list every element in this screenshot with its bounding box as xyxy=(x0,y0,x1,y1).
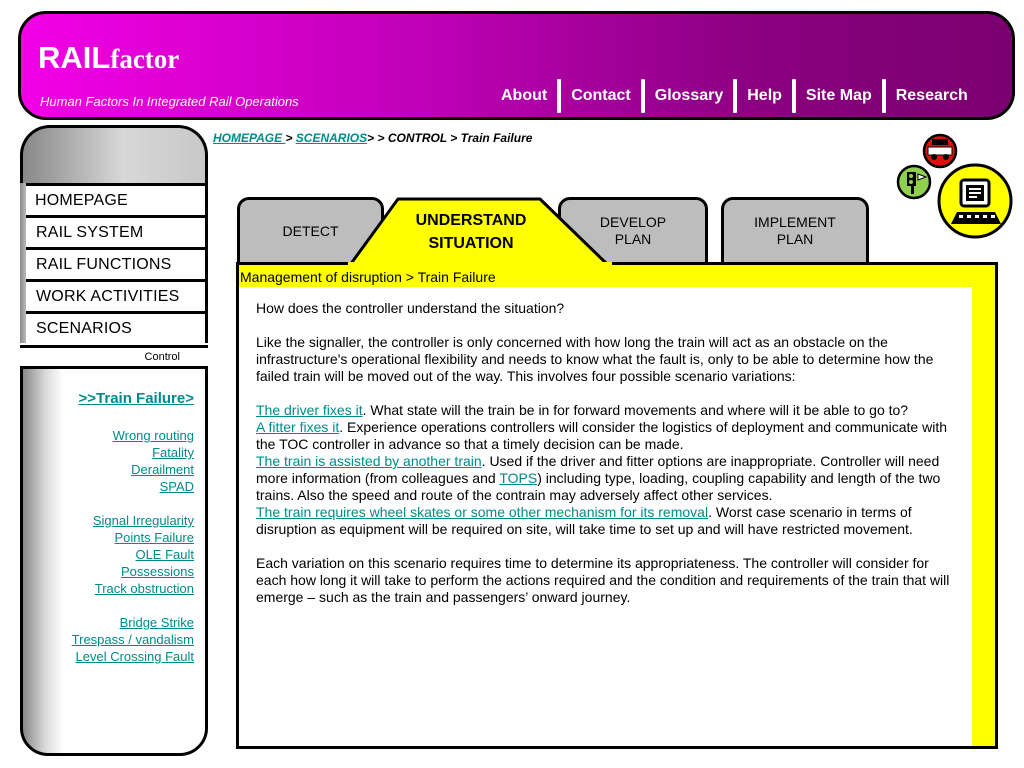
tab-implement-plan[interactable] xyxy=(721,197,869,265)
variation-text: ) including type, loading, coupling capability and length of the two trains. Also the speed and route of the contrain may adversely affect other services. xyxy=(256,470,941,503)
breadcrumb xyxy=(213,131,532,145)
sidebar-item-label: RAIL SYSTEM xyxy=(36,223,144,241)
tab-label: DEVELOP PLAN xyxy=(599,214,667,247)
breadcrumb-separator: > xyxy=(285,131,296,145)
scenario-link-wrong-routing[interactable]: Wrong routing xyxy=(112,428,194,443)
variation-text: . Experience operations controllers will consider the logistics of deployment and communicate with the TOC controller in advance so that a timely decision can be made. xyxy=(256,419,947,452)
sidebar-item-label: SCENARIOS xyxy=(36,319,133,337)
spacer xyxy=(72,495,194,512)
tops-link[interactable]: TOPS xyxy=(499,470,538,486)
content-closing: Each variation on this scenario requires time to determine its appropriateness. The controller will consider for each how long it will take to perform the actions required and the condition and requirements of the train that will emerge – such as the train and passengers’ onward journey. xyxy=(256,555,950,605)
variation-link-driver-fixes[interactable]: The driver fixes it xyxy=(256,402,363,418)
sidebar-shade xyxy=(20,183,26,343)
scenario-link-trespass-vandalism[interactable]: Trespass / vandalism xyxy=(71,632,194,647)
nav-help[interactable]: Help xyxy=(747,87,782,104)
spacer xyxy=(72,597,194,614)
breadcrumb-trail: > > CONTROL > Train Failure xyxy=(367,131,533,145)
scenario-link-bridge-strike[interactable]: Bridge Strike xyxy=(119,615,194,630)
sidebar-item-scenarios[interactable] xyxy=(20,311,208,343)
content-intro: Like the signaller, the controller is only concerned with how long the train will act as an obstacle on the infrastructure's operational flexibility and needs to know what the fault is, only to be able to determine how the failed train will be moved out of the way. This involves four possible scenario variations: xyxy=(256,334,934,384)
signal-icon[interactable] xyxy=(898,166,930,198)
scenario-link-ole-fault[interactable]: OLE Fault xyxy=(135,547,194,562)
nav-about[interactable]: About xyxy=(501,87,548,104)
tab-label: DETECT xyxy=(282,222,339,239)
tab-understand-situation[interactable] xyxy=(400,209,542,255)
sidebar-item-homepage[interactable] xyxy=(20,183,208,215)
logo-factor: factor xyxy=(110,44,180,74)
tab-label: UNDERSTAND xyxy=(415,212,527,229)
sidebar-item-label: RAIL FUNCTIONS xyxy=(36,255,172,273)
sidebar-item-rail-system[interactable] xyxy=(20,215,208,247)
scenario-links xyxy=(72,390,194,665)
sidebar-top-cap xyxy=(20,125,208,185)
sidebar-item-label: WORK ACTIVITIES xyxy=(36,287,180,305)
tagline: Human Factors In Integrated Rail Operations xyxy=(40,94,299,109)
scenario-link-derailment[interactable]: Derailment xyxy=(131,462,194,477)
sidebar-scenario-list xyxy=(20,366,208,756)
sidebar-menu xyxy=(20,183,208,343)
nav-research[interactable]: Research xyxy=(895,87,968,104)
scenario-link-spad[interactable]: SPAD xyxy=(159,479,194,494)
nav-contact[interactable]: Contact xyxy=(571,87,631,104)
icon-cluster xyxy=(895,128,1017,243)
content-variations xyxy=(256,402,956,538)
tab-label: IMPLEMENT PLAN xyxy=(754,214,836,247)
content-question: How does the controller understand the situation? xyxy=(256,300,565,316)
header-banner xyxy=(18,11,1015,120)
nav-site-map[interactable]: Site Map xyxy=(805,87,872,104)
variation-link-wheel-skates[interactable]: The train requires wheel skates or some other mechanism for its removal xyxy=(256,504,709,520)
sidebar-section-label: Control xyxy=(20,345,208,365)
site-logo[interactable] xyxy=(38,40,179,76)
scenario-link-signal-irregularity[interactable]: Signal Irregularity xyxy=(92,513,194,528)
variation-text: . What state will the train be in for forward movements and where will it be able to go to? xyxy=(362,402,909,418)
tab-label: SITUATION xyxy=(428,235,514,252)
variation-text: . Used if the driver and fitter options are inappropriate. Controller will need more information (from colleagues and xyxy=(256,453,940,486)
main-content xyxy=(256,300,956,623)
variation-link-fitter-fixes[interactable]: A fitter fixes it xyxy=(256,419,340,435)
top-navigation xyxy=(491,78,978,114)
computer-terminal-icon[interactable] xyxy=(939,165,1011,237)
scenario-link-points-failure[interactable]: Points Failure xyxy=(114,530,194,545)
main-highlight-edge xyxy=(972,265,995,746)
scenario-link-level-crossing-fault[interactable]: Level Crossing Fault xyxy=(75,649,194,664)
logo-rail: RAIL xyxy=(38,40,111,75)
variation-link-assisted-by-train[interactable]: The train is assisted by another train xyxy=(256,453,482,469)
nav-glossary[interactable]: Glossary xyxy=(654,87,724,104)
scenario-link-possessions[interactable]: Possessions xyxy=(121,564,194,579)
breadcrumb-homepage-link[interactable]: HOMEPAGE xyxy=(213,131,286,145)
scenario-link-train-failure[interactable]: >>Train Failure> xyxy=(78,390,194,407)
sidebar-item-work-activities[interactable] xyxy=(20,279,208,311)
breadcrumb-scenarios-link[interactable]: SCENARIOS xyxy=(295,131,368,145)
scenario-link-track-obstruction[interactable]: Track obstruction xyxy=(94,581,194,596)
sidebar-item-label: HOMEPAGE xyxy=(35,191,128,209)
sidebar-item-rail-functions[interactable] xyxy=(20,247,208,279)
emergency-icon[interactable] xyxy=(924,135,956,167)
content-subheader: Management of disruption > Train Failure xyxy=(240,269,496,285)
scenario-link-fatality[interactable]: Fatality xyxy=(152,445,194,460)
variation-text: . Worst case scenario in terms of disruption as equipment will be required on site, will take time to set up and will have restricted movement. xyxy=(256,504,913,537)
